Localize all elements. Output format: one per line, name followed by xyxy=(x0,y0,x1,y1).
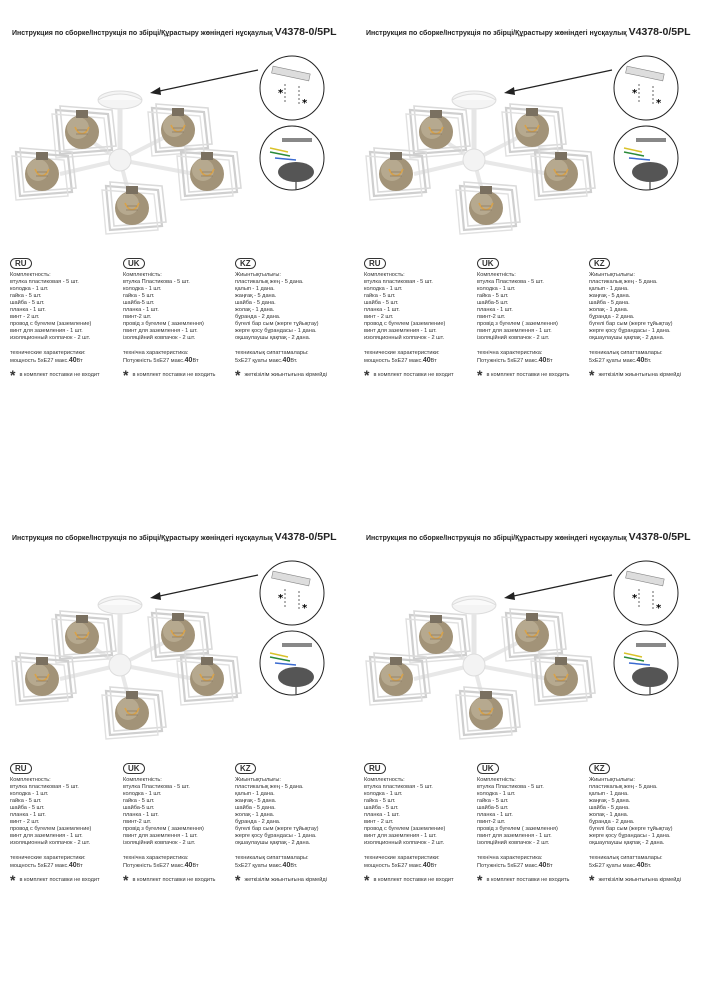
instruction-panel xyxy=(354,0,699,480)
star-icon: * xyxy=(235,872,241,888)
star-icon: * xyxy=(10,367,16,383)
chandelier-illustration xyxy=(354,545,699,785)
star-icon: * xyxy=(364,872,370,888)
page-title: Инструкция по сборке/Інструкція по збірці/Құрастыру жөніндегі нұсқаулық V4378-0/5PL xyxy=(12,531,337,543)
chandelier-illustration xyxy=(0,40,345,280)
page-title: Инструкция по сборке/Інструкція по збірці/Құрастыру жөніндегі нұсқаулық V4378-0/5PL xyxy=(366,26,691,38)
language-badge: KZ xyxy=(235,763,256,774)
column-uk: UK Комплектність: втулка Пластикова - 5 шт. колодка - 1 шт. гайка - 5 шт. шайба-5 шт. планка - 1 шт. гвинт-2 шт. провід з бугелем ( заземлення) гвинт для заземлення - 1 шт. ізоляційний ковпачок - 2 шт. технічна характеристика: Потужність 5хЕ27 макс.40Вт * в комплект поставки не входить xyxy=(123,764,216,888)
wiring-detail-icon xyxy=(260,126,324,190)
wiring-detail-icon xyxy=(260,631,324,695)
column-kz: KZ Жиынтықтылығы: пластикалық жең - 5 дана. қалып - 1 дана. жаңғақ - 5 дана. шайба - 5 дана. жолақ - 1 дана. бұранда - 2 дана. бүгелі бар сым (жерге тұйықтау) жерге қосу бұрандасы - 1 дана. оқшаулаушы қақпақ - 2 дана. техникалық сипаттамалары: 5хЕ27 қуаты макс.40Вт. * жеткізілім жиынтығына кірмейді xyxy=(235,259,327,383)
language-badge: UK xyxy=(123,258,145,269)
column-ru: RU Комплектность: втулка пластиковая - 5 шт. колодка - 1 шт. гайка - 5 шт. шайба - 5 шт. планка - 1 шт. винт - 2 шт. провод с бугелем (заземление) винт для заземления - 1 шт. изоляционный колпачок - 2 шт. технические характеристики: мощность 5хЕ27 макс.40Вт * в комплект поставки не входит xyxy=(10,259,100,383)
column-kz: KZ Жиынтықтылығы: пластикалық жең - 5 дана. қалып - 1 дана. жаңғақ - 5 дана. шайба - 5 дана. жолақ - 1 дана. бұранда - 2 дана. бүгелі бар сым (жерге тұйықтау) жерге қосу бұрандасы - 1 дана. оқшаулаушы қақпақ - 2 дана. техникалық сипаттамалары: 5хЕ27 қуаты макс.40Вт. * жеткізілім жиынтығына кірмейді xyxy=(235,764,327,888)
language-badge: KZ xyxy=(589,258,610,269)
svg-text:*: * xyxy=(278,88,284,99)
page-title: Инструкция по сборке/Інструкція по збірці/Құрастыру жөніндегі нұсқаулық V4378-0/5PL xyxy=(12,26,337,38)
instruction-panel xyxy=(354,505,699,985)
star-icon: * xyxy=(123,367,129,383)
language-badge: RU xyxy=(10,258,32,269)
instruction-panel xyxy=(0,505,345,985)
column-kz: KZ Жиынтықтылығы: пластикалық жең - 5 дана. қалып - 1 дана. жаңғақ - 5 дана. шайба - 5 дана. жолақ - 1 дана. бұранда - 2 дана. бүгелі бар сым (жерге тұйықтау) жерге қосу бұрандасы - 1 дана. оқшаулаушы қақпақ - 2 дана. техникалық сипаттамалары: 5хЕ27 қуаты макс.40Вт. * жеткізілім жиынтығына кірмейді xyxy=(589,259,681,383)
star-icon: * xyxy=(10,872,16,888)
column-uk: UK Комплектність: втулка Пластикова - 5 шт. колодка - 1 шт. гайка - 5 шт. шайба-5 шт. планка - 1 шт. гвинт-2 шт. провід з бугелем ( заземлення) гвинт для заземлення - 1 шт. ізоляційний ковпачок - 2 шт. технічна характеристика: Потужність 5хЕ27 макс.40Вт * в комплект поставки не входить xyxy=(477,764,570,888)
language-badge: RU xyxy=(364,258,386,269)
language-badge: RU xyxy=(364,763,386,774)
language-badge: KZ xyxy=(589,763,610,774)
language-badge: KZ xyxy=(235,258,256,269)
column-ru: RU Комплектность: втулка пластиковая - 5 шт. колодка - 1 шт. гайка - 5 шт. шайба - 5 шт. планка - 1 шт. винт - 2 шт. провод с бугелем (заземление) винт для заземления - 1 шт. изоляционный колпачок - 2 шт. технические характеристики: мощность 5хЕ27 макс.40Вт * в комплект поставки не входит xyxy=(364,764,454,888)
star-icon: * xyxy=(589,367,595,383)
mounting-detail-icon xyxy=(260,56,324,120)
column-uk: UK Комплектність: втулка Пластикова - 5 шт. колодка - 1 шт. гайка - 5 шт. шайба-5 шт. планка - 1 шт. гвинт-2 шт. провід з бугелем ( заземлення) гвинт для заземлення - 1 шт. ізоляційний ковпачок - 2 шт. технічна характеристика: Потужність 5хЕ27 макс.40Вт * в комплект поставки не входить xyxy=(477,259,570,383)
svg-text:*: * xyxy=(302,603,308,614)
wiring-detail-icon xyxy=(614,126,678,190)
language-badge: UK xyxy=(477,258,499,269)
column-uk: UK Комплектність: втулка Пластикова - 5 шт. колодка - 1 шт. гайка - 5 шт. шайба-5 шт. планка - 1 шт. гвинт-2 шт. провід з бугелем ( заземлення) гвинт для заземлення - 1 шт. ізоляційний ковпачок - 2 шт. технічна характеристика: Потужність 5хЕ27 макс.40Вт * в комплект поставки не входить xyxy=(123,259,216,383)
column-ru: RU Комплектность: втулка пластиковая - 5 шт. колодка - 1 шт. гайка - 5 шт. шайба - 5 шт. планка - 1 шт. винт - 2 шт. провод с бугелем (заземление) винт для заземления - 1 шт. изоляционный колпачок - 2 шт. технические характеристики: мощность 5хЕ27 макс.40Вт * в комплект поставки не входит xyxy=(364,259,454,383)
language-badge: UK xyxy=(123,763,145,774)
svg-text:*: * xyxy=(632,88,638,99)
mounting-detail-icon xyxy=(614,56,678,120)
page-title: Инструкция по сборке/Інструкція по збірці/Құрастыру жөніндегі нұсқаулық V4378-0/5PL xyxy=(366,531,691,543)
star-icon: * xyxy=(123,872,129,888)
svg-text:*: * xyxy=(302,98,308,109)
chandelier-illustration xyxy=(354,40,699,280)
column-ru: RU Комплектность: втулка пластиковая - 5 шт. колодка - 1 шт. гайка - 5 шт. шайба - 5 шт. планка - 1 шт. винт - 2 шт. провод с бугелем (заземление) винт для заземления - 1 шт. изоляционный колпачок - 2 шт. технические характеристики: мощность 5хЕ27 макс.40Вт * в комплект поставки не входит xyxy=(10,764,100,888)
instruction-panel xyxy=(0,0,345,480)
language-badge: UK xyxy=(477,763,499,774)
chandelier-illustration xyxy=(0,545,345,785)
svg-text:*: * xyxy=(656,98,662,109)
star-icon: * xyxy=(364,367,370,383)
svg-text:*: * xyxy=(656,603,662,614)
svg-text:*: * xyxy=(632,593,638,604)
star-icon: * xyxy=(235,367,241,383)
mounting-detail-icon xyxy=(260,561,324,625)
svg-text:*: * xyxy=(278,593,284,604)
language-badge: RU xyxy=(10,763,32,774)
column-kz: KZ Жиынтықтылығы: пластикалық жең - 5 дана. қалып - 1 дана. жаңғақ - 5 дана. шайба - 5 дана. жолақ - 1 дана. бұранда - 2 дана. бүгелі бар сым (жерге тұйықтау) жерге қосу бұрандасы - 1 дана. оқшаулаушы қақпақ - 2 дана. техникалық сипаттамалары: 5хЕ27 қуаты макс.40Вт. * жеткізілім жиынтығына кірмейді xyxy=(589,764,681,888)
mounting-detail-icon xyxy=(614,561,678,625)
star-icon: * xyxy=(589,872,595,888)
wiring-detail-icon xyxy=(614,631,678,695)
star-icon: * xyxy=(477,367,483,383)
star-icon: * xyxy=(477,872,483,888)
